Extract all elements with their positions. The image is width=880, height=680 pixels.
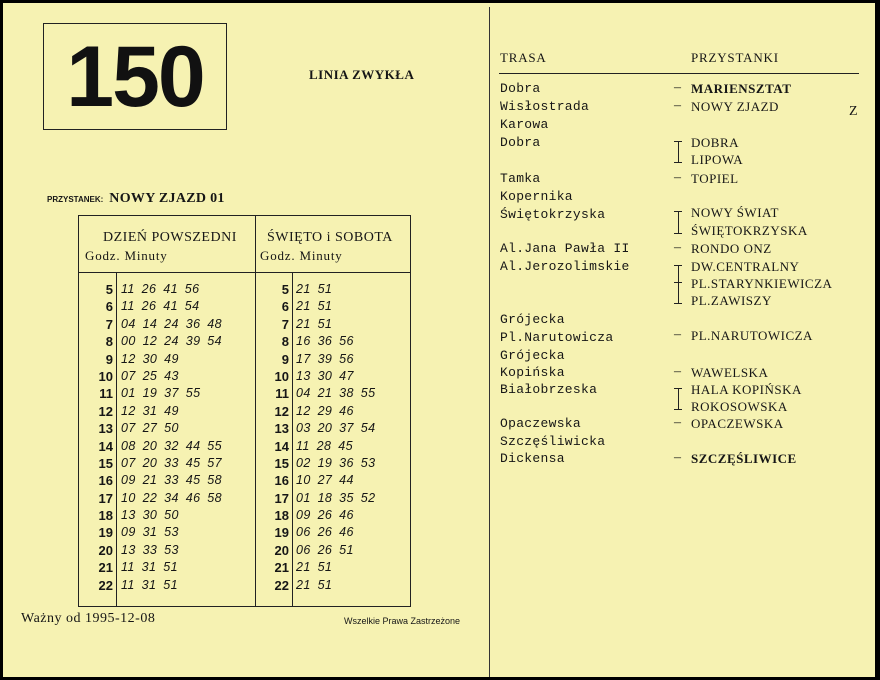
holiday-minutes: 06 26 46 xyxy=(296,525,354,540)
weekday-row: 5 11 26 41 56 xyxy=(105,282,200,297)
route-stop: SZCZĘŚLIWICE xyxy=(691,451,797,466)
route-stop: NOWY ZJAZD xyxy=(691,99,779,114)
holiday-minutes: 02 19 36 53 xyxy=(296,455,376,470)
route-stop: DOBRA xyxy=(691,135,740,150)
holiday-minutes: 21 51 xyxy=(296,560,333,575)
holiday-rows xyxy=(255,281,410,594)
route-street: Grójecka xyxy=(500,348,565,363)
holiday-row: 17 01 18 35 52 xyxy=(274,490,376,506)
holiday-minutes: 21 51 xyxy=(296,577,333,592)
weekday-title: DZIEŃ POWSZEDNI xyxy=(103,230,237,245)
holiday-row: 5 21 51 xyxy=(281,282,333,297)
stop-group-bracket xyxy=(678,388,679,409)
route-street: Tamka xyxy=(500,171,541,186)
holiday-minutes: 13 30 47 xyxy=(296,368,354,383)
holiday-row: 15 02 19 36 53 xyxy=(274,455,376,471)
stop-group-bracket-tick xyxy=(674,409,682,410)
stop-name: NOWY ZJAZD 01 xyxy=(109,191,225,207)
route-dash: – xyxy=(674,170,681,185)
valid-from: Ważny od 1995-12-08 xyxy=(21,611,156,626)
holiday-row: 6 21 51 xyxy=(281,299,333,315)
route-street: Dobra xyxy=(500,135,541,150)
holiday-subtitle: Godz. Minuty xyxy=(260,248,343,263)
weekday-minutes: 04 14 24 36 48 xyxy=(121,316,223,331)
weekday-row: 7 04 14 24 36 48 xyxy=(105,316,223,332)
route-street: Świętokrzyska xyxy=(500,207,606,222)
weekday-row: 11 01 19 37 55 xyxy=(99,386,201,402)
route-dash: – xyxy=(674,415,681,430)
route-stop: RONDO ONZ xyxy=(691,241,772,256)
route-stop: PL.STARYNKIEWICZA xyxy=(691,276,833,291)
route-street: Białobrzeska xyxy=(500,382,598,397)
holiday-row: 7 21 51 xyxy=(281,316,333,332)
holiday-row: 10 13 30 47 xyxy=(274,368,354,384)
holiday-minutes: 04 21 38 55 xyxy=(296,386,376,401)
holiday-row: 16 10 27 44 xyxy=(274,473,354,489)
route-stop: DW.CENTRALNY xyxy=(691,259,800,274)
holiday-minutes: 03 20 37 54 xyxy=(296,421,376,436)
weekday-minutes: 07 25 43 xyxy=(121,368,179,383)
route-street: Dobra xyxy=(500,81,541,96)
holiday-row: 12 12 29 46 xyxy=(274,403,354,419)
route-stop: PL.ZAWISZY xyxy=(691,293,772,308)
table-header-rule xyxy=(79,272,410,273)
holiday-row: 13 03 20 37 54 xyxy=(274,421,376,437)
holiday-minutes: 09 26 46 xyxy=(296,508,354,523)
weekday-minutes: 07 20 33 45 57 xyxy=(121,455,223,470)
stop-group-bracket xyxy=(678,141,679,162)
route-dash: – xyxy=(674,364,681,379)
route-stop: PL.NARUTOWICZA xyxy=(691,328,813,343)
weekday-minutes: 12 31 49 xyxy=(121,403,179,418)
holiday-minutes: 12 29 46 xyxy=(296,403,354,418)
weekday-minutes: 10 22 34 46 58 xyxy=(121,490,223,505)
route-street: Wisłostrada xyxy=(500,99,590,114)
stop-group-bracket-tick xyxy=(674,282,682,283)
weekday-minutes: 07 27 50 xyxy=(121,421,179,436)
route-street: Al.Jerozolimskie xyxy=(500,259,630,274)
stop-group-bracket-tick xyxy=(674,141,682,142)
weekday-row: 10 07 25 43 xyxy=(98,368,179,384)
stop-group-bracket xyxy=(678,211,679,233)
route-stop: MARIENSZTAT xyxy=(691,81,792,96)
holiday-minutes: 16 36 56 xyxy=(296,334,354,349)
stop-group-bracket-tick xyxy=(674,162,682,163)
holiday-minutes: 01 18 35 52 xyxy=(296,490,376,505)
holiday-minutes: 21 51 xyxy=(296,299,333,314)
route-street: Al.Jana Pawła II xyxy=(500,241,630,256)
weekday-row: 18 13 30 50 xyxy=(98,508,179,524)
holiday-minutes: 10 27 44 xyxy=(296,473,354,488)
weekday-row: 12 12 31 49 xyxy=(98,403,179,419)
route-stop: NOWY ŚWIAT xyxy=(691,205,779,220)
stop-group-bracket-tick xyxy=(674,303,682,304)
stop-group-bracket-tick xyxy=(674,388,682,389)
stop-info xyxy=(47,190,225,208)
weekday-row: 20 13 33 53 xyxy=(98,542,179,558)
route-street: Szczęśliwicka xyxy=(500,434,606,449)
weekday-minutes: 13 30 50 xyxy=(121,508,179,523)
route-street: Pl.Narutowicza xyxy=(500,330,614,345)
weekday-row: 6 11 26 41 54 xyxy=(105,299,200,315)
route-street: Karowa xyxy=(500,117,549,132)
current-stop-marker: Z xyxy=(849,104,858,119)
route-dash: – xyxy=(674,80,681,95)
weekday-minutes: 12 30 49 xyxy=(121,351,179,366)
weekday-minutes: 09 21 33 45 58 xyxy=(121,473,223,488)
weekday-minutes: 01 19 37 55 xyxy=(121,386,201,401)
weekday-minutes: 11 26 41 56 xyxy=(121,282,200,296)
holiday-minutes: 21 51 xyxy=(296,316,333,331)
holiday-row: 14 11 28 45 xyxy=(274,438,353,454)
weekday-row: 8 00 12 24 39 54 xyxy=(105,334,223,350)
route-dash: – xyxy=(674,450,681,465)
holiday-row: 8 16 36 56 xyxy=(281,334,354,350)
rights-notice: Wszelkie Prawa Zastrzeżone xyxy=(344,616,461,626)
weekday-minutes: 08 20 32 44 55 xyxy=(121,438,223,453)
route-header: TRASA xyxy=(500,50,547,65)
line-type: LINIA ZWYKŁA xyxy=(309,67,415,82)
route-stop: TOPIEL xyxy=(691,171,739,186)
weekday-row: 14 08 20 32 44 55 xyxy=(98,438,223,454)
route-street: Dickensa xyxy=(500,451,565,466)
holiday-title: ŚWIĘTO i SOBOTA xyxy=(267,230,393,245)
weekday-row: 16 09 21 33 45 58 xyxy=(98,473,223,489)
page-divider xyxy=(489,7,490,677)
route-street: Grójecka xyxy=(500,312,565,327)
holiday-row: 9 17 39 56 xyxy=(281,351,354,367)
holiday-minutes: 06 26 51 xyxy=(296,542,354,557)
stop-group-bracket xyxy=(678,265,679,303)
weekday-row: 17 10 22 34 46 58 xyxy=(98,490,223,506)
route-stop: ROKOSOWSKA xyxy=(691,399,788,414)
holiday-minutes: 21 51 xyxy=(296,282,333,296)
holiday-minutes: 11 28 45 xyxy=(296,438,353,453)
holiday-row: 11 04 21 38 55 xyxy=(275,386,376,402)
line-number-box xyxy=(43,23,227,130)
weekday-row: 19 09 31 53 xyxy=(98,525,179,541)
weekday-minutes: 09 31 53 xyxy=(121,525,179,540)
route-stop: OPACZEWSKA xyxy=(691,416,784,431)
weekday-minutes: 11 26 41 54 xyxy=(121,299,200,314)
weekday-minutes: 00 12 24 39 54 xyxy=(121,334,223,349)
route-header-rule xyxy=(499,73,859,74)
stops-header: PRZYSTANKI xyxy=(691,50,779,65)
holiday-minutes: 17 39 56 xyxy=(296,351,354,366)
weekday-row: 21 11 31 51 xyxy=(98,560,178,576)
stop-group-bracket-tick xyxy=(674,233,682,234)
route-street: Opaczewska xyxy=(500,416,582,431)
holiday-row: 19 06 26 46 xyxy=(274,525,354,541)
weekday-minutes: 11 31 51 xyxy=(121,560,178,575)
departure-table xyxy=(78,215,411,607)
weekday-row: 9 12 30 49 xyxy=(105,351,179,367)
weekday-row: 13 07 27 50 xyxy=(98,421,179,437)
stop-label: PRZYSTANEK: xyxy=(47,194,104,204)
weekday-row: 15 07 20 33 45 57 xyxy=(98,455,223,471)
route-stop: LIPOWA xyxy=(691,152,744,167)
weekday-rows xyxy=(79,281,255,594)
weekday-row: 22 11 31 51 xyxy=(98,577,178,593)
stop-group-bracket-tick xyxy=(674,265,682,266)
route-dash: – xyxy=(674,98,681,113)
route-dash: – xyxy=(674,327,681,342)
route-street: Kopińska xyxy=(500,365,565,380)
route-stop: ŚWIĘTOKRZYSKA xyxy=(691,223,808,238)
weekday-minutes: 11 31 51 xyxy=(121,577,178,592)
holiday-row: 22 21 51 xyxy=(274,577,333,593)
weekday-minutes: 13 33 53 xyxy=(121,542,179,557)
holiday-row: 18 09 26 46 xyxy=(274,508,354,524)
timetable-sheet xyxy=(3,3,875,677)
weekday-subtitle: Godz. Minuty xyxy=(85,248,168,263)
route-stop: WAWELSKA xyxy=(691,365,769,380)
route-dash: – xyxy=(674,240,681,255)
route-street: Kopernika xyxy=(500,189,573,204)
holiday-row: 21 21 51 xyxy=(274,560,333,576)
route-stop: HALA KOPIŃSKA xyxy=(691,382,802,397)
holiday-row: 20 06 26 51 xyxy=(274,542,354,558)
line-number: 150 xyxy=(66,29,204,125)
stop-group-bracket-tick xyxy=(674,211,682,212)
